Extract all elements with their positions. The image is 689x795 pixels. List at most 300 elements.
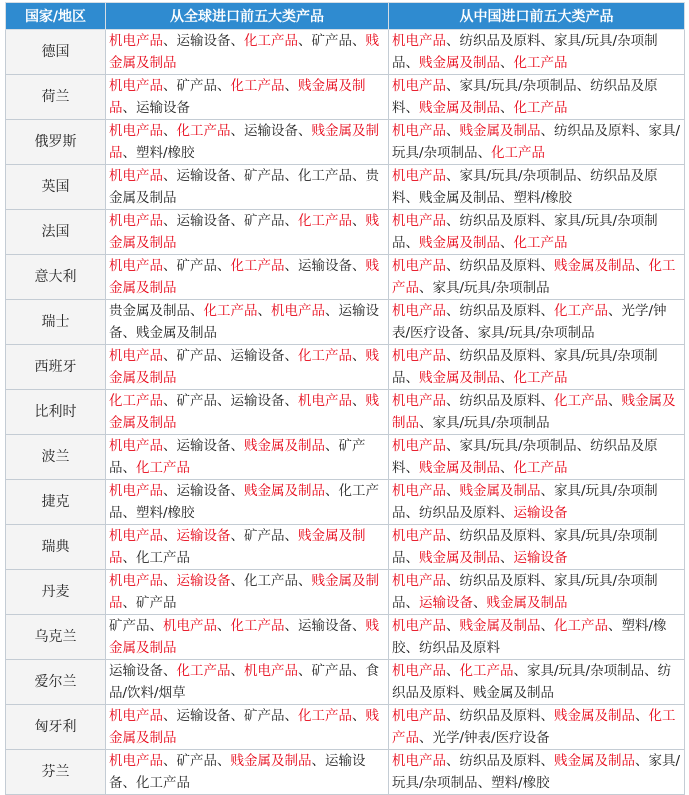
separator: 、 xyxy=(352,33,366,49)
china-products-cell xyxy=(389,750,685,795)
separator: 、 xyxy=(325,483,339,499)
product-item: 运输设备 xyxy=(244,123,298,139)
product-item: 机电产品 xyxy=(392,78,446,94)
global-products-cell xyxy=(106,750,389,795)
product-item: 化工产品 xyxy=(230,78,285,94)
product-item: 矿产品 xyxy=(176,393,217,409)
separator: 、 xyxy=(446,663,460,679)
product-item: 机电产品 xyxy=(163,618,217,634)
country-cell: 比利时 xyxy=(6,390,106,435)
product-item: 运输设备 xyxy=(298,258,352,274)
separator: 、 xyxy=(446,258,460,274)
separator: 、 xyxy=(405,370,419,386)
product-item: 机电产品 xyxy=(109,213,163,229)
country-cell: 匈牙利 xyxy=(6,705,106,750)
separator: 、 xyxy=(500,505,514,521)
separator: 、 xyxy=(163,393,177,409)
table-row xyxy=(6,165,685,210)
separator: 、 xyxy=(352,618,366,634)
product-item: 化工产品 xyxy=(392,708,676,746)
product-item: 家具/玩具/杂项制品 xyxy=(392,348,658,386)
separator: 、 xyxy=(325,303,339,319)
product-item: 纺织品及原料 xyxy=(459,528,541,544)
table-row xyxy=(6,300,685,345)
separator: 、 xyxy=(419,280,433,296)
product-item: 化工产品 xyxy=(392,258,676,296)
separator: 、 xyxy=(122,775,136,791)
product-item: 机电产品 xyxy=(109,483,163,499)
product-item: 机电产品 xyxy=(392,258,446,274)
product-item: 纺织品及原料 xyxy=(459,213,541,229)
global-products-cell xyxy=(106,300,389,345)
separator: 、 xyxy=(608,303,622,319)
separator: 、 xyxy=(446,348,460,364)
product-item: 贱金属及制品 xyxy=(419,370,500,386)
separator: 、 xyxy=(540,753,554,769)
global-products-cell xyxy=(106,570,389,615)
separator: 、 xyxy=(230,528,244,544)
separator: 、 xyxy=(576,168,591,184)
separator: 、 xyxy=(500,100,514,116)
separator: 、 xyxy=(446,753,460,769)
global-products-cell xyxy=(106,390,389,435)
product-item: 运输设备 xyxy=(298,618,352,634)
separator: 、 xyxy=(540,303,554,319)
product-item: 纺织品及原料 xyxy=(459,573,541,589)
product-item: 纺织品及原料 xyxy=(392,78,658,116)
product-item: 贱金属及制品 xyxy=(419,55,500,71)
separator: 、 xyxy=(405,235,419,251)
separator: 、 xyxy=(163,168,177,184)
product-item: 贱金属及制品 xyxy=(109,528,366,566)
product-item: 机电产品 xyxy=(392,303,446,319)
separator: 、 xyxy=(513,663,527,679)
product-item: 家具/玩具/杂项制品 xyxy=(392,753,681,791)
separator: 、 xyxy=(163,438,177,454)
separator: 、 xyxy=(540,708,554,724)
product-item: 机电产品 xyxy=(271,303,325,319)
table-row xyxy=(6,210,685,255)
product-item: 运输设备 xyxy=(176,33,231,49)
global-products-cell xyxy=(106,75,389,120)
product-item: 机电产品 xyxy=(392,438,446,454)
country-cell: 波兰 xyxy=(6,435,106,480)
separator: 、 xyxy=(500,55,514,71)
separator: 、 xyxy=(635,123,649,139)
product-item: 贱金属及制品 xyxy=(419,550,500,566)
product-item: 家具/玩具/杂项制品 xyxy=(392,33,658,71)
separator: 、 xyxy=(284,393,298,409)
separator: 、 xyxy=(230,213,244,229)
product-item: 家具/玩具/杂项制品 xyxy=(392,483,658,521)
global-products-cell xyxy=(106,255,389,300)
separator: 、 xyxy=(446,708,460,724)
country-cell: 捷克 xyxy=(6,480,106,525)
product-item: 贱金属及制品 xyxy=(109,393,379,431)
separator: 、 xyxy=(446,528,460,544)
product-item: 机电产品 xyxy=(392,708,446,724)
product-item: 矿产品 xyxy=(311,33,352,49)
separator: 、 xyxy=(284,708,298,724)
separator: 、 xyxy=(500,370,514,386)
separator: 、 xyxy=(284,258,298,274)
separator: 、 xyxy=(446,393,460,409)
separator: 、 xyxy=(217,753,231,769)
separator: 、 xyxy=(352,663,366,679)
global-products-cell xyxy=(106,525,389,570)
product-item: 矿产品 xyxy=(176,78,217,94)
product-item: 运输设备 xyxy=(513,550,568,566)
product-item: 化工产品 xyxy=(176,663,231,679)
separator: 、 xyxy=(298,573,312,589)
global-products-cell xyxy=(106,705,389,750)
product-item: 化工产品 xyxy=(136,775,190,791)
product-item: 纺织品及原料 xyxy=(392,168,658,206)
china-products-cell xyxy=(389,435,685,480)
product-item: 机电产品 xyxy=(392,393,446,409)
product-item: 纺织品及原料 xyxy=(459,348,541,364)
table-row xyxy=(6,525,685,570)
global-products-cell xyxy=(106,435,389,480)
product-item: 化工产品 xyxy=(136,550,190,566)
product-item: 贱金属及制品 xyxy=(109,348,379,386)
table-row xyxy=(6,390,685,435)
separator: 、 xyxy=(405,460,419,476)
separator: 、 xyxy=(500,550,514,566)
product-item: 运输设备 xyxy=(513,505,568,521)
separator: 、 xyxy=(230,483,244,499)
global-products-cell xyxy=(106,615,389,660)
separator: 、 xyxy=(190,303,204,319)
table-row xyxy=(6,435,685,480)
separator: 、 xyxy=(459,685,473,701)
product-item: 矿产品 xyxy=(176,753,217,769)
separator: 、 xyxy=(419,415,433,431)
product-item: 塑料/橡胶 xyxy=(491,775,550,791)
product-item: 化工产品 xyxy=(513,235,568,251)
product-item: 矿产品 xyxy=(136,595,177,611)
separator: 、 xyxy=(163,573,177,589)
separator: 、 xyxy=(446,483,460,499)
product-item: 化工产品 xyxy=(109,393,163,409)
product-item: 运输设备 xyxy=(230,393,285,409)
china-products-cell xyxy=(389,615,685,660)
global-products-cell xyxy=(106,165,389,210)
separator: 、 xyxy=(540,213,554,229)
product-item: 化工产品 xyxy=(554,618,608,634)
product-item: 机电产品 xyxy=(109,168,163,184)
product-item: 家具/玩具/杂项制品 xyxy=(392,123,681,161)
separator: 、 xyxy=(540,393,554,409)
product-item: 贱金属及制品 xyxy=(419,190,500,206)
product-item: 机电产品 xyxy=(392,213,446,229)
separator: 、 xyxy=(122,100,136,116)
separator: 、 xyxy=(540,573,554,589)
product-item: 家具/玩具/杂项制品 xyxy=(432,280,550,296)
separator: 、 xyxy=(311,753,325,769)
product-item: 纺织品及原料 xyxy=(459,258,541,274)
separator: 、 xyxy=(122,145,136,161)
separator: 、 xyxy=(163,753,177,769)
product-item: 贱金属及制品 xyxy=(554,753,635,769)
product-item: 贱金属及制品 xyxy=(109,618,379,656)
product-item: 纺织品及原料 xyxy=(459,33,541,49)
separator: 、 xyxy=(284,78,298,94)
separator: 、 xyxy=(230,123,244,139)
separator: 、 xyxy=(217,348,231,364)
country-cell: 瑞士 xyxy=(6,300,106,345)
global-products-cell xyxy=(106,120,389,165)
product-item: 运输设备 xyxy=(109,753,366,791)
product-item: 化工产品 xyxy=(513,100,568,116)
separator: 、 xyxy=(230,573,244,589)
global-products-cell xyxy=(106,480,389,525)
separator: 、 xyxy=(163,708,177,724)
product-item: 机电产品 xyxy=(392,33,446,49)
product-item: 化工产品 xyxy=(491,145,546,161)
product-item: 贱金属及制品 xyxy=(109,258,379,296)
country-cell: 德国 xyxy=(6,30,106,75)
product-item: 贱金属及制品 xyxy=(459,618,541,634)
china-products-cell xyxy=(389,660,685,705)
product-item: 贵金属及制品 xyxy=(109,303,190,319)
separator: 、 xyxy=(325,438,339,454)
separator: 、 xyxy=(477,775,492,791)
product-item: 化工产品 xyxy=(298,348,352,364)
product-item: 矿产品 xyxy=(109,438,366,476)
separator: 、 xyxy=(163,483,177,499)
product-item: 运输设备 xyxy=(176,438,231,454)
global-products-cell xyxy=(106,345,389,390)
product-item: 运输设备 xyxy=(109,663,163,679)
header-china: 从中国进口前五大类产品 xyxy=(389,3,685,30)
product-item: 机电产品 xyxy=(109,708,163,724)
product-item: 贱金属及制品 xyxy=(419,460,500,476)
product-item: 贱金属及制品 xyxy=(554,258,635,274)
product-item: 机电产品 xyxy=(109,438,163,454)
product-item: 矿产品 xyxy=(244,168,285,184)
product-item: 贱金属及制品 xyxy=(109,78,366,116)
separator: 、 xyxy=(540,483,554,499)
separator: 、 xyxy=(217,258,231,274)
product-item: 运输设备 xyxy=(176,168,231,184)
product-item: 化工产品 xyxy=(513,370,568,386)
product-item: 化工产品 xyxy=(244,573,298,589)
product-item: 纺织品及原料 xyxy=(392,663,672,701)
china-products-cell xyxy=(389,480,685,525)
product-item: 家具/玩具/杂项制品 xyxy=(392,573,658,611)
separator: 、 xyxy=(477,145,492,161)
separator: 、 xyxy=(540,33,554,49)
product-item: 运输设备 xyxy=(176,483,231,499)
product-item: 贱金属及制品 xyxy=(419,100,500,116)
product-item: 机电产品 xyxy=(298,393,352,409)
product-item: 化工产品 xyxy=(298,708,352,724)
product-item: 机电产品 xyxy=(392,123,446,139)
country-cell: 瑞典 xyxy=(6,525,106,570)
product-item: 运输设备 xyxy=(136,100,190,116)
header-global: 从全球进口前五大类产品 xyxy=(106,3,389,30)
product-item: 纺织品及原料 xyxy=(419,505,500,521)
product-item: 机电产品 xyxy=(109,78,163,94)
product-item: 贱金属及制品 xyxy=(473,685,554,701)
separator: 、 xyxy=(446,573,460,589)
separator: 、 xyxy=(635,258,649,274)
separator: 、 xyxy=(500,235,514,251)
product-item: 化工产品 xyxy=(298,168,352,184)
country-cell: 丹麦 xyxy=(6,570,106,615)
separator: 、 xyxy=(284,168,298,184)
separator: 、 xyxy=(446,618,460,634)
separator: 、 xyxy=(473,595,487,611)
product-item: 纺织品及原料 xyxy=(554,123,635,139)
separator: 、 xyxy=(298,663,312,679)
product-item: 矿产品 xyxy=(311,663,352,679)
product-item: 运输设备 xyxy=(419,595,473,611)
product-item: 机电产品 xyxy=(392,618,446,634)
product-item: 贱金属及制品 xyxy=(109,123,379,161)
product-item: 贱金属及制品 xyxy=(109,213,379,251)
product-item: 运输设备 xyxy=(176,213,231,229)
country-cell: 法国 xyxy=(6,210,106,255)
product-item: 化工产品 xyxy=(230,258,285,274)
product-item: 纺织品及原料 xyxy=(459,393,541,409)
product-item: 化工产品 xyxy=(244,33,298,49)
table-row xyxy=(6,615,685,660)
product-item: 矿产品 xyxy=(176,348,217,364)
separator: 、 xyxy=(230,168,244,184)
product-item: 贱金属及制品 xyxy=(419,235,500,251)
separator: 、 xyxy=(540,618,554,634)
product-item: 贱金属及制品 xyxy=(136,325,217,341)
product-item: 家具/玩具/杂项制品 xyxy=(392,213,658,251)
product-item: 家具/玩具/杂项制品 xyxy=(459,78,577,94)
product-item: 机电产品 xyxy=(109,753,163,769)
product-item: 家具/玩具/杂项制品 xyxy=(459,168,577,184)
product-item: 机电产品 xyxy=(109,33,163,49)
separator: 、 xyxy=(500,190,514,206)
product-item: 化工产品 xyxy=(230,618,285,634)
separator: 、 xyxy=(446,78,460,94)
product-item: 塑料/橡胶 xyxy=(513,190,573,206)
separator: 、 xyxy=(608,393,622,409)
china-products-cell xyxy=(389,300,685,345)
separator: 、 xyxy=(405,505,419,521)
table-row xyxy=(6,570,685,615)
product-item: 机电产品 xyxy=(392,573,446,589)
country-cell: 西班牙 xyxy=(6,345,106,390)
product-item: 塑料/橡胶 xyxy=(392,618,667,656)
table-row xyxy=(6,705,685,750)
table-row xyxy=(6,255,685,300)
product-item: 运输设备 xyxy=(109,303,379,341)
product-item: 化工产品 xyxy=(298,213,352,229)
product-item: 机电产品 xyxy=(392,528,446,544)
separator: 、 xyxy=(284,528,298,544)
product-item: 矿产品 xyxy=(244,708,285,724)
product-item: 机电产品 xyxy=(392,753,446,769)
header-country: 国家/地区 xyxy=(6,3,106,30)
product-item: 贱金属及制品 xyxy=(244,438,325,454)
product-item: 化工产品 xyxy=(513,55,568,71)
product-item: 食品/饮料/烟草 xyxy=(109,663,379,701)
product-item: 家具/玩具/杂项制品 xyxy=(527,663,645,679)
separator: 、 xyxy=(298,33,312,49)
separator: 、 xyxy=(540,258,554,274)
china-products-cell xyxy=(389,75,685,120)
separator: 、 xyxy=(352,168,366,184)
separator: 、 xyxy=(284,618,298,634)
separator: 、 xyxy=(446,438,460,454)
separator: 、 xyxy=(298,123,312,139)
separator: 、 xyxy=(540,123,554,139)
product-item: 贱金属及制品 xyxy=(109,573,379,611)
product-item: 机电产品 xyxy=(109,348,163,364)
product-item: 化工产品 xyxy=(554,393,608,409)
china-products-cell xyxy=(389,30,685,75)
product-item: 贱金属及制品 xyxy=(230,753,312,769)
product-item: 机电产品 xyxy=(109,573,163,589)
product-item: 机电产品 xyxy=(109,258,163,274)
product-item: 机电产品 xyxy=(392,168,446,184)
product-item: 家具/玩具/杂项制品 xyxy=(432,415,550,431)
product-item: 贱金属及制品 xyxy=(554,708,635,724)
product-item: 化工产品 xyxy=(136,460,190,476)
product-item: 贱金属及制品 xyxy=(109,33,379,71)
product-item: 家具/玩具/杂项制品 xyxy=(392,528,658,566)
separator: 、 xyxy=(405,595,419,611)
separator: 、 xyxy=(446,213,460,229)
separator: 、 xyxy=(608,618,622,634)
product-item: 贱金属及制品 xyxy=(486,595,568,611)
product-item: 运输设备 xyxy=(176,528,231,544)
import-table xyxy=(5,2,685,795)
separator: 、 xyxy=(540,348,554,364)
separator: 、 xyxy=(635,753,649,769)
separator: 、 xyxy=(217,618,231,634)
product-item: 家具/玩具/杂项制品 xyxy=(459,438,577,454)
separator: 、 xyxy=(405,550,419,566)
separator: 、 xyxy=(352,393,366,409)
product-item: 机电产品 xyxy=(109,123,163,139)
separator: 、 xyxy=(352,258,366,274)
table-row xyxy=(6,75,685,120)
product-item: 纺织品及原料 xyxy=(459,303,541,319)
separator: 、 xyxy=(163,78,177,94)
separator: 、 xyxy=(230,663,244,679)
product-item: 纺织品及原料 xyxy=(392,438,658,476)
china-products-cell xyxy=(389,120,685,165)
separator: 、 xyxy=(230,33,244,49)
product-item: 机电产品 xyxy=(392,348,446,364)
product-item: 纺织品及原料 xyxy=(419,640,500,656)
separator: 、 xyxy=(122,550,136,566)
separator: 、 xyxy=(464,325,478,341)
separator: 、 xyxy=(446,303,460,319)
separator: 、 xyxy=(122,595,136,611)
product-item: 运输设备 xyxy=(176,708,231,724)
separator: 、 xyxy=(163,528,177,544)
separator: 、 xyxy=(163,348,177,364)
separator: 、 xyxy=(500,460,514,476)
product-item: 矿产品 xyxy=(109,618,150,634)
country-cell: 俄罗斯 xyxy=(6,120,106,165)
product-item: 矿产品 xyxy=(244,528,285,544)
separator: 、 xyxy=(405,640,419,656)
separator: 、 xyxy=(352,348,366,364)
product-item: 矿产品 xyxy=(244,213,285,229)
global-products-cell xyxy=(106,660,389,705)
